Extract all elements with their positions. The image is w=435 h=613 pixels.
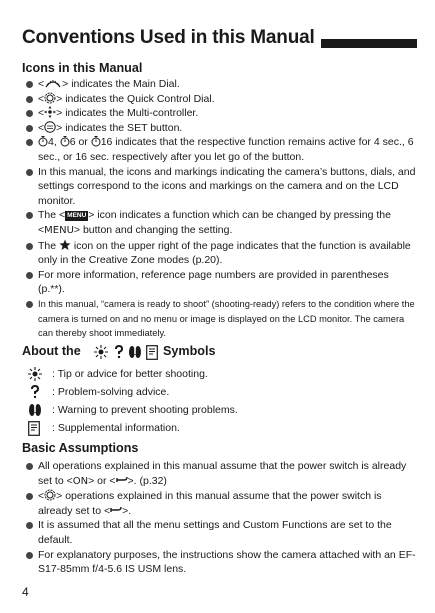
bullet bbox=[26, 522, 33, 529]
list-item-timer: 4, 6 or 16 indicates that the respective function remains active for 4 sec., 6 sec., or 16 sec. respectively after you let go of the button. bbox=[22, 135, 417, 164]
list-item-lens: For explanatory purposes, the instructions show the camera attached with an EF-S17-85mm f/4-5.6 IS USM lens. bbox=[22, 548, 417, 577]
list-item-set-button: < > indicates the SET button. bbox=[22, 121, 417, 136]
bullet bbox=[26, 272, 33, 279]
quick-control-dial-icon bbox=[44, 92, 56, 104]
tip-icon bbox=[94, 345, 108, 359]
list-item-menu-icon: The < MENU > icon indicates a function which can be changed by pressing the <MENU> button and changing the setting. bbox=[22, 208, 417, 238]
title-bar-decoration bbox=[321, 39, 417, 48]
menu-button-label: MENU bbox=[44, 224, 74, 236]
info-icon bbox=[146, 345, 158, 360]
bullet bbox=[26, 212, 33, 219]
list-item-ready-to-shoot: In this manual, “camera is ready to shoot” (shooting-ready) refers to the condition where the camera is turned on and no menu or image is displayed on the LCD monitor. The camera can thereby shoot immediately. bbox=[22, 297, 417, 341]
symbol-row-warning bbox=[22, 403, 417, 419]
timer-icon bbox=[91, 135, 101, 147]
main-dial-icon bbox=[44, 78, 62, 89]
warning-icon bbox=[128, 345, 142, 359]
list-item-icons-markings: In this manual, the icons and markings indicating the camera’s buttons, dials, and settings correspond to the icons and markings on the camera and on the LCD monitor. bbox=[22, 165, 417, 209]
symbols-heading bbox=[22, 344, 417, 362]
symbols-heading-right: Symbols bbox=[163, 344, 216, 358]
symbol-row-text: : Problem-solving advice. bbox=[52, 386, 170, 398]
power-lever-icon bbox=[110, 505, 122, 516]
list-item-multi-controller: < > indicates the Multi-controller. bbox=[22, 106, 417, 121]
title-row bbox=[22, 27, 417, 53]
list-item-quick-control: < > indicates the Quick Control Dial. bbox=[22, 92, 417, 107]
tip-icon bbox=[28, 367, 42, 381]
list-item-star-icon: The icon on the upper right of the page indicates that the function is available only in the Creative Zone modes (p.20). bbox=[22, 239, 417, 268]
icons-list bbox=[22, 77, 417, 341]
bullet bbox=[26, 96, 33, 103]
set-button-icon bbox=[44, 121, 56, 133]
bullet bbox=[26, 243, 33, 250]
list-item-qcd-ops: < > operations explained in this manual assume that the power switch is already set to < >. bbox=[22, 489, 417, 518]
star-icon bbox=[59, 239, 71, 251]
timer-icon bbox=[38, 135, 48, 147]
bullet bbox=[26, 110, 33, 117]
basic-section-heading: Basic Assumptions bbox=[22, 441, 139, 455]
bullet bbox=[26, 125, 33, 132]
info-icon bbox=[28, 421, 40, 436]
list-item-power: All operations explained in this manual assume that the power switch is already set to <ON> or < >. (p.32) bbox=[22, 459, 417, 489]
power-on-label: ON bbox=[72, 475, 89, 487]
bullet bbox=[26, 139, 33, 146]
list-item-reference: For more information, reference page numbers are provided in parentheses (p.**). bbox=[22, 268, 417, 297]
page-number: 4 bbox=[22, 585, 29, 599]
symbol-row-text: : Supplemental information. bbox=[52, 422, 180, 434]
bullet bbox=[26, 552, 33, 559]
list-item-main-dial: < > indicates the Main Dial. bbox=[22, 77, 417, 92]
page-title: Conventions Used in this Manual bbox=[22, 27, 315, 48]
symbol-row-problem bbox=[22, 385, 417, 401]
bullet bbox=[26, 463, 33, 470]
symbol-row-info bbox=[22, 421, 417, 437]
icons-section-heading: Icons in this Manual bbox=[22, 61, 143, 75]
bullet bbox=[26, 493, 33, 500]
question-icon bbox=[114, 345, 124, 359]
list-item-defaults: It is assumed that all the menu settings and Custom Functions are set to the default. bbox=[22, 518, 417, 547]
basic-list bbox=[22, 459, 417, 577]
bullet bbox=[26, 169, 33, 176]
timer-icon bbox=[60, 135, 70, 147]
symbol-row-text: : Tip or advice for better shooting. bbox=[52, 368, 208, 380]
warning-icon bbox=[28, 403, 42, 417]
symbol-row-text: : Warning to prevent shooting problems. bbox=[52, 404, 238, 416]
bullet bbox=[26, 81, 33, 88]
multi-controller-icon bbox=[44, 106, 56, 118]
question-icon bbox=[30, 385, 40, 399]
bullet bbox=[26, 301, 33, 308]
power-lever-icon bbox=[116, 475, 128, 486]
menu-icon: MENU bbox=[67, 212, 87, 220]
symbol-row-tip bbox=[22, 367, 417, 383]
quick-control-dial-icon bbox=[44, 489, 56, 501]
symbols-heading-left: About the bbox=[22, 344, 81, 358]
